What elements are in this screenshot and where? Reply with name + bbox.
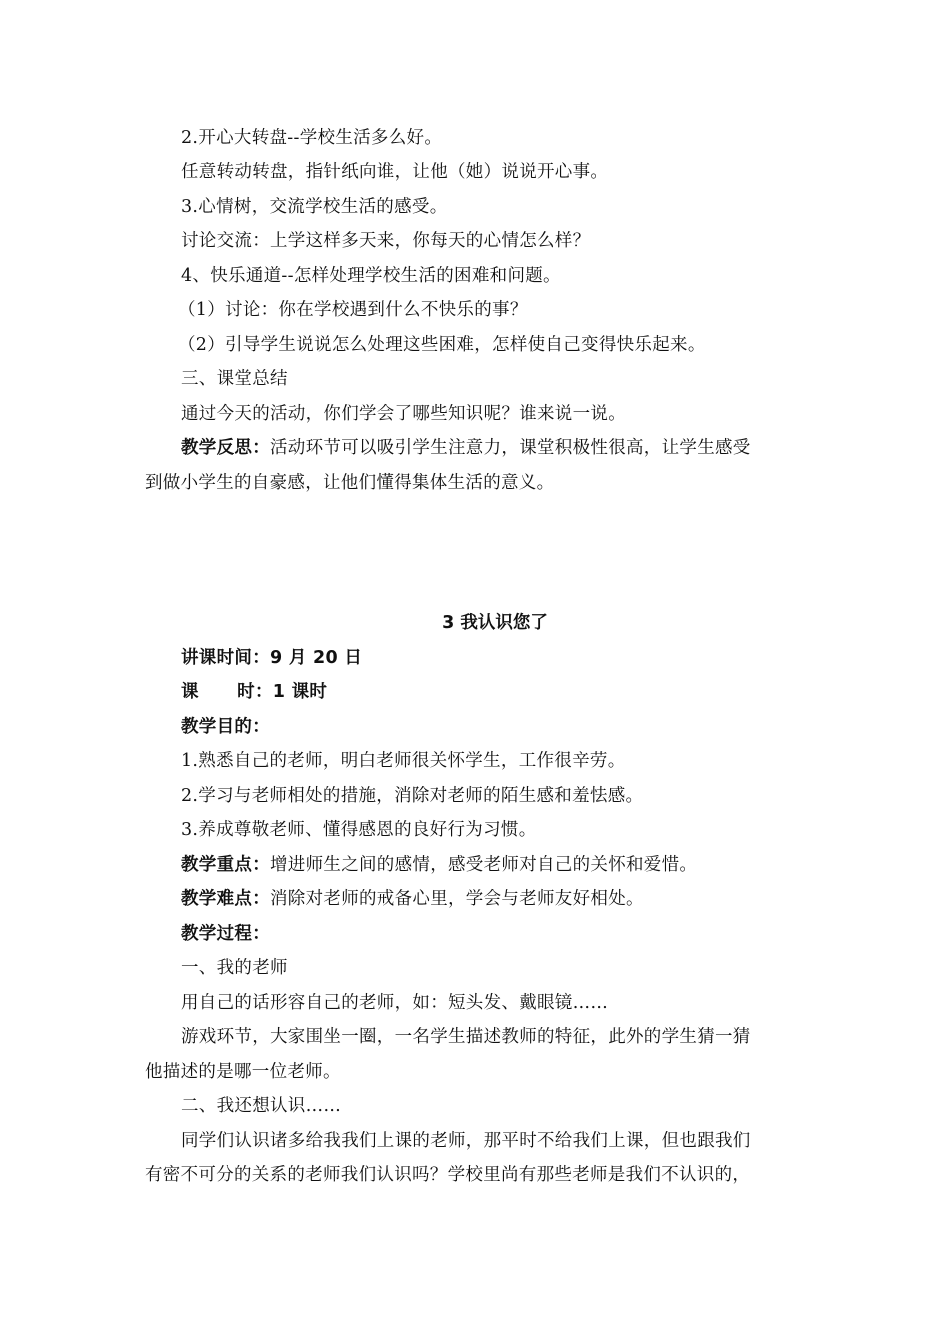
goal-item: 2.学习与老师相处的措施，消除对老师的陌生感和羞怯感。 bbox=[181, 786, 644, 806]
lesson-title: 3 我认识您了 bbox=[442, 613, 548, 633]
goal-item: 3.养成尊敬老师、懂得感恩的良好行为习惯。 bbox=[181, 820, 537, 840]
text-line: 有密不可分的关系的老师我们认识吗？学校里尚有那些老师是我们不认识的， bbox=[145, 1165, 751, 1185]
goals-label: 教学目的： bbox=[181, 717, 270, 737]
section-heading: 三、课堂总结 bbox=[181, 369, 288, 389]
text-line: 讨论交流：上学这样多天来，你每天的心情怎么样？ bbox=[181, 231, 591, 251]
difficulty-text: 消除对老师的戒备心里，学会与老师友好相处。 bbox=[270, 889, 644, 909]
text-line: （2）引导学生说说怎么处理这些困难，怎样使自己变得快乐起来。 bbox=[178, 335, 706, 355]
reflection-text: 活动环节可以吸引学生注意力，课堂积极性很高，让学生感受 bbox=[270, 438, 751, 458]
text-line: 游戏环节，大家围坐一圈，一名学生描述教师的特征，此外的学生猜一猜 bbox=[181, 1027, 751, 1047]
key-point-text: 增进师生之间的感情，感受老师对自己的关怀和爱惜。 bbox=[270, 855, 698, 875]
section-heading: 二、我还想认识…… bbox=[181, 1096, 342, 1116]
section-heading: 一、我的老师 bbox=[181, 958, 288, 978]
text-line: 通过今天的活动，你们学会了哪些知识呢？谁来说一说。 bbox=[181, 404, 626, 424]
key-point-line bbox=[181, 853, 697, 877]
text-line: 4、快乐通道--怎样处理学校生活的困难和问题。 bbox=[181, 266, 561, 286]
text-line: 2.开心大转盘--学校生活多么好。 bbox=[181, 128, 443, 148]
key-point-label: 教学重点： bbox=[181, 855, 270, 875]
goal-item: 1.熟悉自己的老师，明白老师很关怀学生，工作很辛劳。 bbox=[181, 751, 626, 771]
lesson-time: 讲课时间：9 月 20 日 bbox=[181, 648, 363, 668]
text-line: （1）讨论：你在学校遇到什么不快乐的事？ bbox=[178, 300, 528, 320]
text-line: 3.心情树，交流学校生活的感受。 bbox=[181, 197, 448, 217]
text-line: 同学们认识诸多给我我们上课的老师，那平时不给我们上课，但也跟我们 bbox=[181, 1131, 751, 1151]
reflection-line bbox=[181, 436, 751, 460]
difficulty-line bbox=[181, 887, 644, 911]
reflection-label: 教学反思： bbox=[181, 438, 270, 458]
text-line: 用自己的话形容自己的老师，如：短头发、戴眼镜…… bbox=[181, 993, 609, 1013]
reflection-continuation: 到做小学生的自豪感，让他们懂得集体生活的意义。 bbox=[145, 473, 555, 493]
process-label: 教学过程： bbox=[181, 924, 270, 944]
difficulty-label: 教学难点： bbox=[181, 889, 270, 909]
text-line: 任意转动转盘，指针纸向谁，让他（她）说说开心事。 bbox=[181, 162, 609, 182]
text-line: 他描述的是哪一位老师。 bbox=[145, 1062, 341, 1082]
lesson-period: 课 时：1 课时 bbox=[181, 682, 328, 702]
